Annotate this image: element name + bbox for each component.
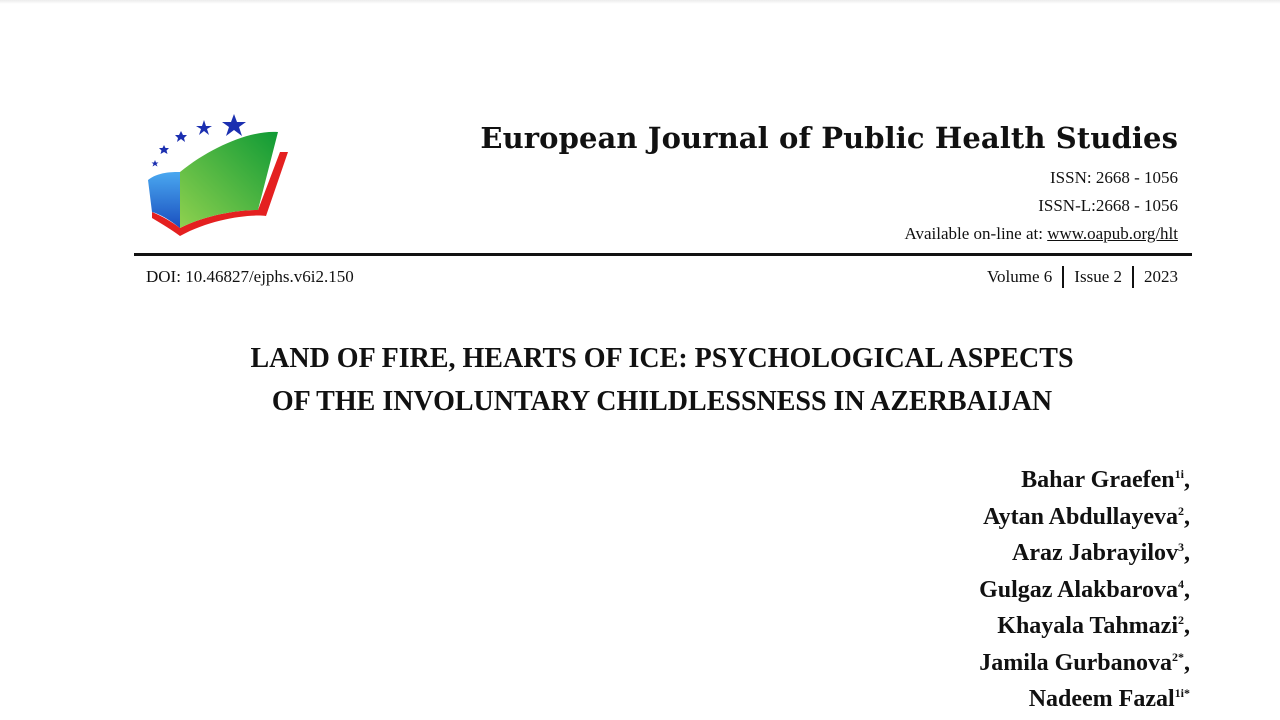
author-separator: ,: [1184, 467, 1190, 493]
page-top-shadow: [0, 0, 1280, 4]
author: [979, 499, 1190, 536]
author-name: Khayala Tahmazi: [997, 613, 1178, 639]
author: [979, 608, 1190, 645]
author-separator: ,: [1184, 576, 1190, 603]
author-separator: ,: [1184, 503, 1190, 530]
author-name: Gulgaz Alakbarova: [979, 576, 1178, 603]
journal-title: European Journal of Public Health Studies: [480, 121, 1178, 155]
availability-line: [480, 220, 1178, 248]
author-name: Araz Jabrayilov: [1012, 540, 1178, 566]
star-icon: [222, 114, 246, 136]
affiliation-marker: 3: [1178, 540, 1184, 554]
author-separator: ,: [1184, 540, 1190, 566]
journal-url-link[interactable]: www.oapub.org/hlt: [1047, 224, 1178, 243]
separator: [1062, 266, 1064, 288]
paper-title-line-2: OF THE INVOLUNTARY CHILDLESSNESS IN AZERBAIJAN: [271, 386, 1053, 417]
affiliation-marker: 1i*: [1174, 686, 1190, 700]
author: [979, 572, 1190, 609]
separator: [1132, 266, 1134, 288]
paper-title: [0, 337, 1280, 423]
star-icon: [196, 120, 212, 135]
author-name: Aytan Abdullayeva: [983, 503, 1178, 530]
author: [979, 645, 1190, 682]
doi: DOI: 10.46827/ejphs.v6i2.150: [146, 267, 354, 286]
star-icon: [175, 131, 187, 142]
author-list: [979, 462, 1190, 718]
star-icon: [152, 160, 159, 167]
author-separator: ,: [1184, 613, 1190, 639]
author: [979, 681, 1190, 718]
affiliation-marker: 4: [1178, 576, 1184, 591]
author-name: Bahar Graefen: [1021, 467, 1175, 493]
author: [979, 535, 1190, 572]
availability-label: Available on-line at:: [904, 224, 1043, 243]
author-separator: ,: [1184, 649, 1190, 676]
header-divider: [134, 253, 1192, 256]
author: [979, 462, 1190, 499]
volume-issue-year: [987, 265, 1178, 289]
paper-title-line-1: LAND OF FIRE, HEARTS OF ICE: PSYCHOLOGICAL ASPECTS: [250, 343, 1074, 374]
affiliation-marker: 1i: [1174, 467, 1184, 481]
journal-header: [480, 118, 1178, 248]
affiliation-marker: 2: [1178, 503, 1184, 518]
author-name: Jamila Gurbanova: [979, 649, 1172, 676]
star-icon: [159, 145, 169, 154]
issn: ISSN: 2668 - 1056: [1050, 168, 1178, 187]
journal-logo: [142, 110, 294, 244]
affiliation-marker: 2*: [1172, 649, 1184, 664]
author-name: Nadeem Fazal: [1028, 686, 1175, 712]
affiliation-marker: 2: [1178, 613, 1184, 627]
issn-l: ISSN-L:2668 - 1056: [1038, 196, 1178, 215]
issue: Issue 2: [1074, 267, 1122, 286]
year: 2023: [1144, 267, 1178, 286]
volume: Volume 6: [986, 267, 1053, 286]
